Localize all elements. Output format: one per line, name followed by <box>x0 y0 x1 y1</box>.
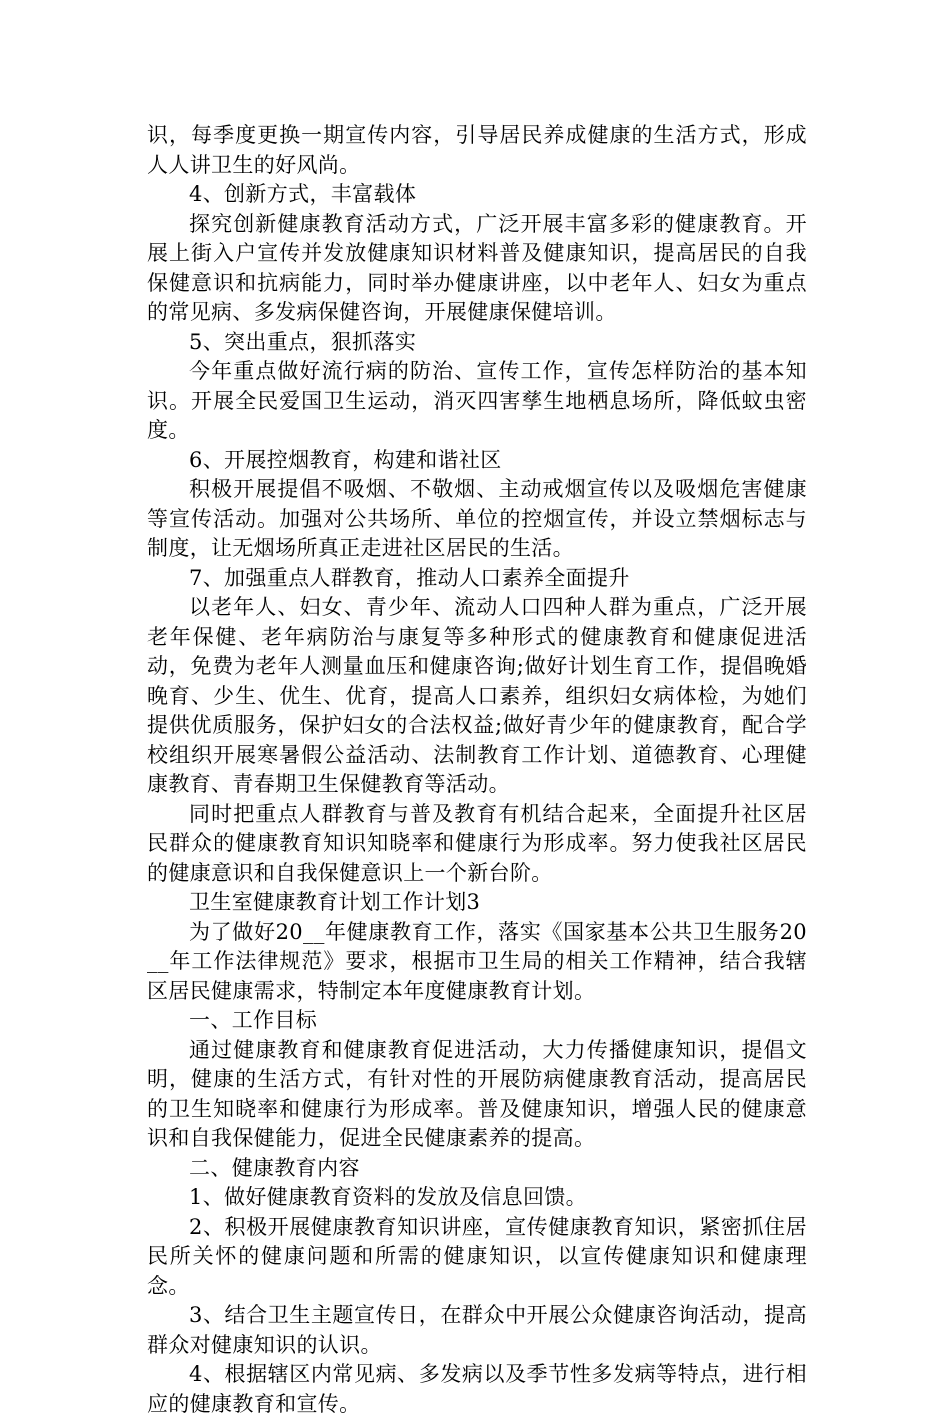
list-item: 1、做好健康教育资料的发放及信息回馈。 <box>189 1185 588 1209</box>
list-item: 3、结合卫生主题宣传日，在群众中开展公众健康咨询活动，提高群众对健康知识的认识。 <box>147 1303 807 1357</box>
paragraph: 通过健康教育和健康教育促进活动，大力传播健康知识，提倡文明，健康的生活方式，有针对性的开展防病健康教育活动，提高居民的卫生知晓率和健康行为形成率。普及健康知识，增强人民的健康意识和自我保健能力，促进全民健康素养的提高。 <box>147 1037 807 1150</box>
paragraph-continued: 识，每季度更换一期宣传内容，引导居民养成健康的生活方式，形成人人讲卫生的好风尚。 <box>147 123 807 177</box>
list-item: 2、积极开展健康教育知识讲座，宣传健康教育知识，紧密抓住居民所关怀的健康问题和所需的健康知识，以宣传健康知识和健康理念。 <box>147 1214 807 1298</box>
section-heading-education-content: 二、健康教育内容 <box>189 1155 360 1180</box>
paragraph: 积极开展提倡不吸烟、不敬烟、主动戒烟宣传以及吸烟危害健康等宣传活动。加强对公共场所、单位的控烟宣传，并设立禁烟标志与制度，让无烟场所真正走进社区居民的生活。 <box>147 477 807 560</box>
section-heading-6: 6、开展控烟教育，构建和谐社区 <box>189 447 502 472</box>
list-item: 4、根据辖区内常见病、多发病以及季节性多发病等特点，进行相应的健康教育和宣传。 <box>147 1362 807 1416</box>
paragraph: 同时把重点人群教育与普及教育有机结合起来，全面提升社区居民群众的健康教育知识知晓率和健康行为形成率。努力使我社区居民的健康意识和自我保健意识上一个新台阶。 <box>147 801 807 885</box>
section-heading-work-goals: 一、工作目标 <box>189 1008 318 1032</box>
document-page <box>147 121 807 1419</box>
section-heading-7: 7、加强重点人群教育，推动人口素养全面提升 <box>189 565 630 590</box>
paragraph: 探究创新健康教育活动方式，广泛开展丰富多彩的健康教育。开展上街入户宣传并发放健康知识材料普及健康知识，提高居民的自我保健意识和抗病能力，同时举办健康讲座，以中老年人、妇女为重点的常见病、多发病保健咨询，开展健康保健培训。 <box>147 211 807 324</box>
paragraph: 今年重点做好流行病的防治、宣传工作，宣传怎样防治的基本知识。开展全民爱国卫生运动，消灭四害孳生地栖息场所，降低蚊虫密度。 <box>147 359 807 442</box>
section-heading-4: 4、创新方式，丰富载体 <box>189 182 417 206</box>
section-heading-5: 5、突出重点，狠抓落实 <box>189 329 417 354</box>
paragraph: 以老年人、妇女、青少年、流动人口四种人群为重点，广泛开展老年保健、老年病防治与康复等多种形式的健康教育和健康促进活动，免费为老年人测量血压和健康咨询;做好计划生育工作，提倡晚婚晚育、少生、优生、优育，提高人口素养，组织妇女病体检，为她们提供优质服务，保护妇女的合法权益;做好青少年的健康教育，配合学校组织开展寒暑假公益活动、法制教育工作计划、道德教育、心理健康教育、青春期卫生保健教育等活动。 <box>147 595 807 796</box>
document-title: 卫生室健康教育计划工作计划3 <box>189 890 481 914</box>
paragraph: 为了做好20__年健康教育工作，落实《国家基本公共卫生服务20__年工作法律规范》要求，根据市卫生局的相关工作精神，结合我辖区居民健康需求，特制定本年度健康教育计划。 <box>147 919 807 1003</box>
